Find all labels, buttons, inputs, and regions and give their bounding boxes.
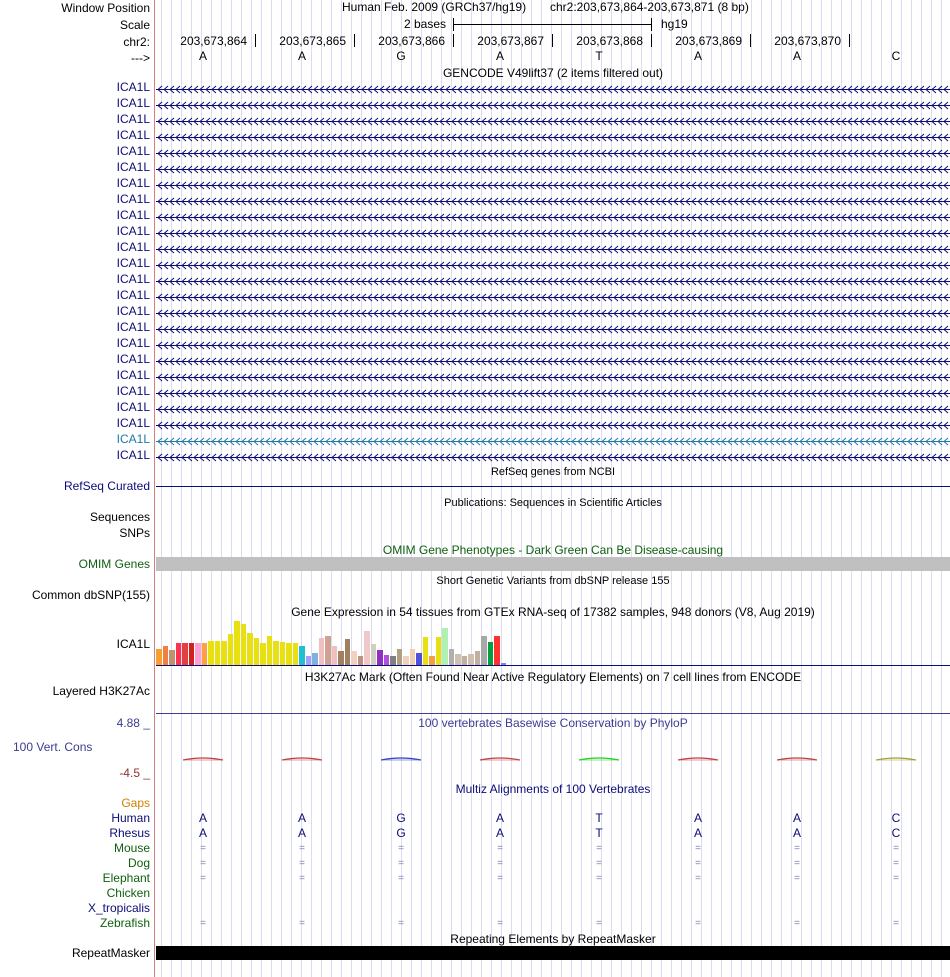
gencode-gene-model[interactable]: [156, 339, 950, 348]
gtex-tissue-bar[interactable]: [449, 649, 455, 665]
gencode-gene-model[interactable]: [156, 147, 950, 156]
multiz-species-label[interactable]: Gaps: [121, 796, 150, 810]
base-letter: T: [595, 49, 603, 63]
scale-label: Scale: [119, 18, 150, 32]
multiz-base: =: [200, 873, 206, 884]
multiz-base: =: [497, 918, 503, 929]
gtex-tissue-bar[interactable]: [189, 643, 195, 665]
phylop-score-mark[interactable]: [579, 750, 619, 756]
gencode-gene-label[interactable]: ICA1L: [116, 80, 150, 94]
multiz-base: =: [299, 843, 305, 854]
publications-snps-label[interactable]: SNPs: [119, 526, 150, 540]
multiz-base: =: [596, 918, 602, 929]
gencode-gene-model[interactable]: [156, 243, 950, 252]
dbsnp-title: Short Genetic Variants from dbSNP release 155: [436, 575, 670, 587]
phylop-score-mark[interactable]: [480, 750, 520, 756]
gencode-gene-model[interactable]: [156, 403, 950, 412]
gtex-tissue-bar[interactable]: [169, 650, 175, 665]
multiz-base: A: [792, 811, 802, 825]
refseq-title: RefSeq genes from NCBI: [490, 466, 616, 478]
multiz-species-label[interactable]: Zebrafish: [99, 916, 150, 930]
multiz-base: C: [891, 811, 901, 825]
gencode-gene-model[interactable]: [156, 163, 950, 172]
phylop-score-mark[interactable]: [678, 750, 718, 756]
phylop-label[interactable]: 100 Vert. Cons: [13, 740, 93, 754]
gtex-baseline: [156, 665, 950, 666]
multiz-base: =: [893, 873, 899, 884]
gtex-tissue-bar[interactable]: [410, 649, 416, 665]
phylop-score-mark[interactable]: [183, 750, 223, 756]
gtex-tissue-bar[interactable]: [176, 643, 182, 665]
gencode-gene-model[interactable]: [156, 307, 950, 316]
gencode-gene-model[interactable]: [156, 355, 950, 364]
gencode-gene-label[interactable]: ICA1L: [116, 336, 150, 350]
h3k27ac-baseline: [156, 713, 950, 714]
multiz-base: =: [596, 873, 602, 884]
db-label: hg19: [661, 17, 688, 31]
gtex-tissue-bar[interactable]: [494, 636, 500, 665]
gtex-tissue-bar[interactable]: [416, 653, 422, 665]
gtex-tissue-bar[interactable]: [163, 646, 169, 665]
gtex-tissue-bar[interactable]: [208, 641, 214, 665]
gtex-tissue-bar[interactable]: [351, 651, 357, 665]
multiz-species-label[interactable]: Human: [111, 811, 150, 825]
gencode-gene-model[interactable]: [156, 211, 950, 220]
base-letter: A: [495, 49, 505, 63]
multiz-base: A: [495, 826, 505, 840]
multiz-base: =: [596, 843, 602, 854]
gtex-tissue-bar[interactable]: [247, 633, 253, 665]
gencode-gene-label[interactable]: ICA1L: [116, 320, 150, 334]
multiz-base: =: [398, 918, 404, 929]
gencode-gene-model[interactable]: [156, 387, 950, 396]
gencode-gene-model[interactable]: [156, 131, 950, 140]
scale-bar: [454, 24, 652, 25]
base-letter: C: [891, 49, 901, 63]
gtex-tissue-bar[interactable]: [280, 642, 286, 665]
coordinate-tick: [354, 34, 355, 47]
repeatmasker-title: Repeating Elements by RepeatMasker: [450, 932, 656, 946]
phylop-score-mark[interactable]: [282, 750, 322, 756]
gtex-tissue-bar[interactable]: [488, 642, 494, 665]
multiz-base: =: [200, 843, 206, 854]
gencode-gene-label[interactable]: ICA1L: [116, 112, 150, 126]
multiz-base: T: [595, 826, 603, 840]
multiz-base: =: [200, 858, 206, 869]
gtex-tissue-bar[interactable]: [390, 656, 396, 665]
gtex-bar-chart[interactable]: [156, 620, 556, 665]
multiz-base: A: [693, 811, 703, 825]
gencode-gene-model[interactable]: [156, 179, 950, 188]
gtex-tissue-bar[interactable]: [286, 643, 292, 665]
gencode-gene-label[interactable]: ICA1L: [116, 256, 150, 270]
gencode-gene-label[interactable]: ICA1L: [116, 224, 150, 238]
multiz-base: =: [299, 858, 305, 869]
gtex-tissue-bar[interactable]: [442, 628, 448, 665]
gencode-gene-label[interactable]: ICA1L: [116, 208, 150, 222]
gencode-gene-label[interactable]: ICA1L: [116, 352, 150, 366]
coordinate-label: 203,673,869: [675, 34, 742, 48]
gencode-gene-label[interactable]: ICA1L: [116, 160, 150, 174]
strand-label: --->: [131, 51, 150, 65]
gtex-tissue-bar[interactable]: [299, 646, 305, 665]
omim-title: OMIM Gene Phenotypes - Dark Green Can Be Disease-causing: [382, 543, 724, 557]
gencode-gene-label[interactable]: ICA1L: [116, 448, 150, 462]
gencode-gene-model[interactable]: [156, 451, 950, 460]
multiz-base: G: [396, 826, 406, 840]
gencode-gene-label[interactable]: ICA1L: [116, 304, 150, 318]
coordinate-label: 203,673,864: [180, 34, 247, 48]
multiz-base: A: [693, 826, 703, 840]
gencode-gene-label[interactable]: ICA1L: [116, 368, 150, 382]
gencode-gene-model[interactable]: [156, 291, 950, 300]
phylop-title: 100 vertebrates Basewise Conservation by PhyloP: [418, 716, 688, 730]
window-position-label: Window Position: [61, 1, 150, 15]
multiz-base: A: [297, 811, 307, 825]
multiz-base: =: [200, 918, 206, 929]
multiz-base: =: [398, 873, 404, 884]
refseq-label[interactable]: RefSeq Curated: [63, 479, 150, 493]
coordinate-label: 203,673,870: [774, 34, 841, 48]
gtex-tissue-bar[interactable]: [455, 654, 461, 665]
multiz-base: =: [794, 873, 800, 884]
multiz-base: A: [198, 811, 208, 825]
multiz-base: A: [297, 826, 307, 840]
assembly-title: Human Feb. 2009 (GRCh37/hg19): [342, 0, 527, 14]
multiz-base: =: [497, 873, 503, 884]
coordinate-tick: [453, 34, 454, 47]
gtex-tissue-bar[interactable]: [241, 624, 247, 665]
gtex-tissue-bar[interactable]: [397, 649, 403, 665]
gencode-gene-label[interactable]: ICA1L: [116, 176, 150, 190]
coordinate-label: 203,673,866: [378, 34, 445, 48]
multiz-base: =: [596, 858, 602, 869]
gtex-tissue-bar[interactable]: [156, 649, 162, 665]
gtex-tissue-bar[interactable]: [429, 656, 435, 665]
multiz-base: A: [198, 826, 208, 840]
coordinate-tick: [255, 34, 256, 47]
gtex-tissue-bar[interactable]: [475, 651, 481, 665]
gtex-tissue-bar[interactable]: [345, 639, 351, 665]
multiz-base: G: [396, 811, 406, 825]
phylop-max-label: 4.88 _: [116, 716, 150, 730]
gencode-gene-label[interactable]: ICA1L: [116, 288, 150, 302]
h3k27ac-title: H3K27Ac Mark (Often Found Near Active Regulatory Elements) on 7 cell lines from ENCODE: [304, 670, 802, 684]
multiz-base: A: [792, 826, 802, 840]
multiz-base: =: [893, 843, 899, 854]
gtex-tissue-bar[interactable]: [221, 641, 227, 665]
base-letter: G: [396, 49, 406, 63]
coordinate-tick: [651, 34, 652, 47]
gencode-gene-model[interactable]: [156, 435, 950, 444]
multiz-base: =: [398, 843, 404, 854]
multiz-species-label[interactable]: Dog: [127, 856, 150, 870]
coordinate-label: 203,673,865: [279, 34, 346, 48]
gtex-tissue-bar[interactable]: [468, 654, 474, 665]
multiz-base: =: [695, 873, 701, 884]
gtex-tissue-bar[interactable]: [481, 636, 487, 665]
gencode-gene-model[interactable]: [156, 115, 950, 124]
repeatmasker-label[interactable]: RepeatMasker: [71, 946, 150, 960]
scale-text: 2 bases: [404, 17, 447, 31]
gtex-tissue-bar[interactable]: [384, 655, 390, 665]
gencode-gene-label[interactable]: ICA1L: [116, 272, 150, 286]
base-letter: A: [693, 49, 703, 63]
gtex-tissue-bar[interactable]: [267, 636, 273, 665]
multiz-species-label[interactable]: Elephant: [102, 871, 150, 885]
coordinate-label: 203,673,868: [576, 34, 643, 48]
gtex-tissue-bar[interactable]: [462, 656, 468, 665]
multiz-title: Multiz Alignments of 100 Vertebrates: [455, 782, 651, 796]
multiz-species-label[interactable]: X_tropicalis: [87, 901, 150, 915]
phylop-score-mark[interactable]: [876, 750, 916, 756]
phylop-min-label: -4.5 _: [119, 766, 150, 780]
chromosome-label: chr2:: [123, 35, 150, 49]
coordinate-tick: [552, 34, 553, 47]
gtex-tissue-bar[interactable]: [332, 646, 338, 665]
omim-gene-bar[interactable]: [156, 557, 950, 571]
gencode-gene-label[interactable]: ICA1L: [116, 128, 150, 142]
gtex-tissue-bar[interactable]: [254, 638, 260, 665]
gencode-gene-model[interactable]: [156, 227, 950, 236]
gtex-tissue-bar[interactable]: [260, 643, 266, 665]
label-divider: [154, 0, 155, 977]
gtex-tissue-bar[interactable]: [325, 636, 331, 665]
multiz-base: =: [794, 843, 800, 854]
gencode-gene-label[interactable]: ICA1L: [116, 144, 150, 158]
gencode-gene-label[interactable]: ICA1L: [116, 240, 150, 254]
multiz-base: C: [891, 826, 901, 840]
multiz-base: =: [299, 918, 305, 929]
gencode-gene-label[interactable]: ICA1L: [116, 432, 150, 446]
gtex-tissue-bar[interactable]: [358, 656, 364, 665]
multiz-base: =: [497, 858, 503, 869]
multiz-base: =: [893, 858, 899, 869]
gencode-title: GENCODE V49lift37 (2 items filtered out): [442, 66, 664, 80]
repeatmasker-bar[interactable]: [156, 946, 950, 960]
gtex-gene-label[interactable]: ICA1L: [116, 637, 150, 651]
gencode-gene-label[interactable]: ICA1L: [116, 384, 150, 398]
base-letter: A: [792, 49, 802, 63]
refseq-gene-line[interactable]: [156, 486, 950, 487]
gtex-tissue-bar[interactable]: [182, 643, 188, 665]
gtex-tissue-bar[interactable]: [202, 643, 208, 665]
gencode-gene-label[interactable]: ICA1L: [116, 400, 150, 414]
gencode-gene-model[interactable]: [156, 371, 950, 380]
publications-title: Publications: Sequences in Scientific Articles: [444, 497, 662, 509]
multiz-species-label[interactable]: Rhesus: [109, 826, 150, 840]
scale-bar-left-tick: [453, 18, 454, 31]
multiz-species-label[interactable]: Chicken: [106, 886, 150, 900]
gencode-gene-model[interactable]: [156, 195, 950, 204]
multiz-base: T: [595, 811, 603, 825]
gencode-gene-model[interactable]: [156, 99, 950, 108]
h3k27ac-label[interactable]: Layered H3K27Ac: [52, 684, 150, 698]
multiz-base: =: [497, 843, 503, 854]
base-letter: A: [297, 49, 307, 63]
gencode-gene-label[interactable]: ICA1L: [116, 416, 150, 430]
publications-sequences-label[interactable]: Sequences: [89, 510, 150, 524]
multiz-base: =: [695, 858, 701, 869]
phylop-score-mark[interactable]: [381, 750, 421, 756]
coordinate-tick: [849, 34, 850, 47]
gtex-tissue-bar[interactable]: [423, 637, 429, 665]
phylop-score-mark[interactable]: [777, 750, 817, 756]
multiz-base: =: [794, 918, 800, 929]
gencode-gene-model[interactable]: [156, 83, 950, 92]
scale-bar-right-tick: [651, 18, 652, 31]
multiz-base: =: [893, 918, 899, 929]
omim-label[interactable]: OMIM Genes: [78, 557, 150, 571]
multiz-base: =: [794, 858, 800, 869]
browser-track-area[interactable]: [156, 0, 950, 977]
multiz-base: =: [695, 843, 701, 854]
multiz-base: =: [695, 918, 701, 929]
gtex-tissue-bar[interactable]: [403, 656, 409, 665]
gencode-gene-model[interactable]: [156, 275, 950, 284]
multiz-species-label[interactable]: Mouse: [113, 841, 150, 855]
multiz-base: =: [398, 858, 404, 869]
gtex-tissue-bar[interactable]: [215, 641, 221, 665]
gtex-tissue-bar[interactable]: [312, 653, 318, 665]
gtex-tissue-bar[interactable]: [273, 641, 279, 665]
gtex-tissue-bar[interactable]: [234, 621, 240, 665]
position-readout: chr2:203,673,864-203,673,871 (8 bp): [550, 0, 749, 14]
gtex-tissue-bar[interactable]: [195, 643, 201, 665]
gencode-gene-label[interactable]: ICA1L: [116, 192, 150, 206]
gencode-gene-model[interactable]: [156, 259, 950, 268]
coordinate-label: 203,673,867: [477, 34, 544, 48]
gtex-tissue-bar[interactable]: [436, 637, 442, 665]
gtex-tissue-bar[interactable]: [377, 650, 383, 665]
dbsnp-label[interactable]: Common dbSNP(155): [31, 588, 150, 602]
gtex-tissue-bar[interactable]: [306, 656, 312, 665]
gencode-gene-label[interactable]: ICA1L: [116, 96, 150, 110]
track-label-column: [0, 0, 154, 977]
base-letter: A: [198, 49, 208, 63]
gtex-title: Gene Expression in 54 tissues from GTEx RNA-seq of 17382 samples, 948 donors (V8, Aug 2019): [291, 605, 815, 619]
multiz-base: =: [299, 873, 305, 884]
gtex-tissue-bar[interactable]: [338, 651, 344, 665]
gtex-tissue-bar[interactable]: [228, 634, 234, 665]
multiz-base: A: [495, 811, 505, 825]
coordinate-tick: [750, 34, 751, 47]
gtex-tissue-bar[interactable]: [364, 631, 370, 665]
gtex-tissue-bar[interactable]: [293, 643, 299, 665]
gencode-gene-model[interactable]: [156, 323, 950, 332]
gencode-gene-model[interactable]: [156, 419, 950, 428]
gtex-tissue-bar[interactable]: [319, 638, 325, 665]
gtex-tissue-bar[interactable]: [371, 644, 377, 665]
